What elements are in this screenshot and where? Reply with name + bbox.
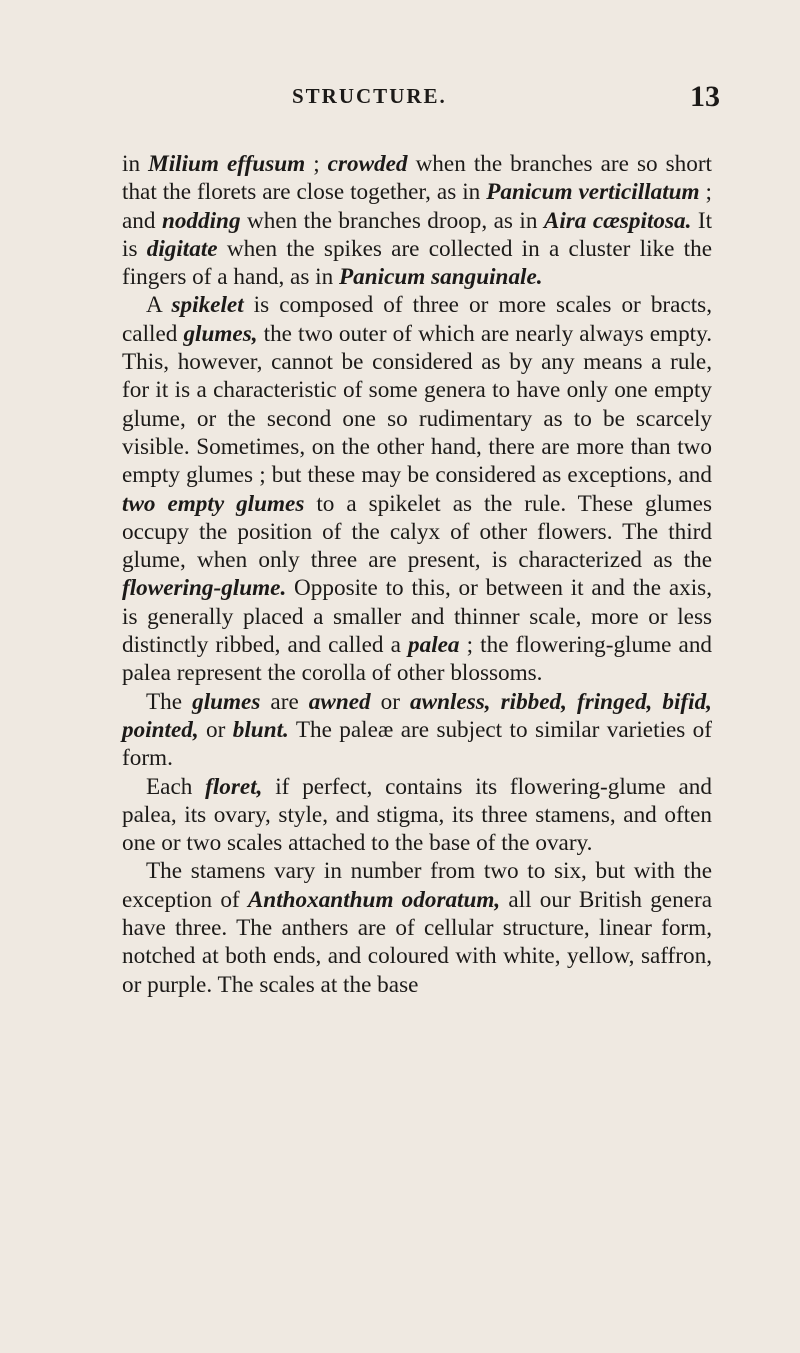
text-run: ; (305, 151, 328, 177)
italic-term: awned (308, 688, 371, 715)
italic-term: awnless, ribbed, fringed, bifid, pointed, (122, 688, 712, 743)
italic-term: Aira cæspitosa. (543, 207, 692, 234)
text-run: Each (146, 773, 206, 800)
paragraph (122, 857, 712, 998)
italic-term: floret, (205, 773, 263, 800)
italic-term: glumes, (183, 320, 258, 347)
italic-term: two empty glumes (122, 490, 305, 517)
text-run: A (146, 292, 172, 319)
italic-term: digitate (146, 235, 218, 262)
text-run: Opposite to this, or between it and the axis, is generally placed a smaller and thinner scale, more or less distinctly ribbed, and called a (122, 575, 712, 659)
italic-term: spikelet (171, 292, 244, 319)
text-run: ; and (122, 179, 712, 234)
text-run: in (122, 151, 149, 177)
italic-term: palea (408, 632, 460, 659)
text-run: when the branches are so short that the florets are close together, as in (122, 151, 712, 206)
italic-term: Milium effusum (148, 151, 306, 177)
text-run: are (260, 688, 309, 715)
italic-term: Panicum sanguinale. (339, 264, 543, 291)
text-run: if perfect, contains its flowering-glume and palea, its ovary, style, and stigma, its three stamens, and often one or two scales attached to the base of the ovary. (122, 773, 712, 857)
text-run: ; the flowering-glume and palea represent the corolla of other blossoms. (122, 632, 713, 687)
running-title: STRUCTURE. (292, 84, 447, 108)
text-run: is composed of three or more scales or bracts, called (122, 292, 712, 347)
body-text (122, 150, 712, 999)
text-run: the two outer of which are nearly always empty. This, however, cannot be considered as by any means a rule, for it is a characteristic of some genera to have only one empty glume, or the second one so rudimentary as to be scarcely visible. Sometimes, on the other hand, there are more than two empty glumes ; but these may be considered as exceptions, and (122, 320, 712, 489)
italic-term: flowering-glume. (122, 575, 287, 602)
text-run: when the spikes are collected in a cluster like the fingers of a hand, as in (122, 235, 712, 291)
italic-term: blunt. (232, 716, 289, 743)
text-run: The stamens vary in number from two to six, but with the exception of (122, 858, 712, 913)
paragraph (122, 150, 712, 291)
italic-term: Anthoxanthum odoratum, (247, 886, 501, 913)
text-run: to a spikelet as the rule. These glumes occupy the position of the calyx of other flowers. The third glume, when only three are present, is characterized as the (122, 490, 712, 574)
running-head (0, 80, 800, 124)
text-run: when the branches droop, as in (240, 207, 544, 234)
text-run: The (146, 688, 193, 715)
text-run: It is (122, 207, 713, 262)
italic-term: glumes (192, 688, 261, 715)
paragraph (122, 688, 712, 773)
text-run: or (370, 688, 411, 715)
italic-term: nodding (161, 207, 241, 234)
italic-term: Panicum verticillatum (486, 179, 700, 206)
text-run: The paleæ are subject to similar varieties of form. (122, 716, 712, 772)
text-run: or (198, 716, 233, 743)
italic-term: crowded (327, 151, 408, 177)
text-run: all our British genera have three. The anthers are of cellular structure, linear form, notched at both ends, and coloured with white, yellow, saffron, or purple. The scales at the base (122, 886, 712, 998)
paragraph (122, 773, 712, 858)
paragraph (122, 291, 712, 687)
page-number: 13 (690, 80, 720, 113)
